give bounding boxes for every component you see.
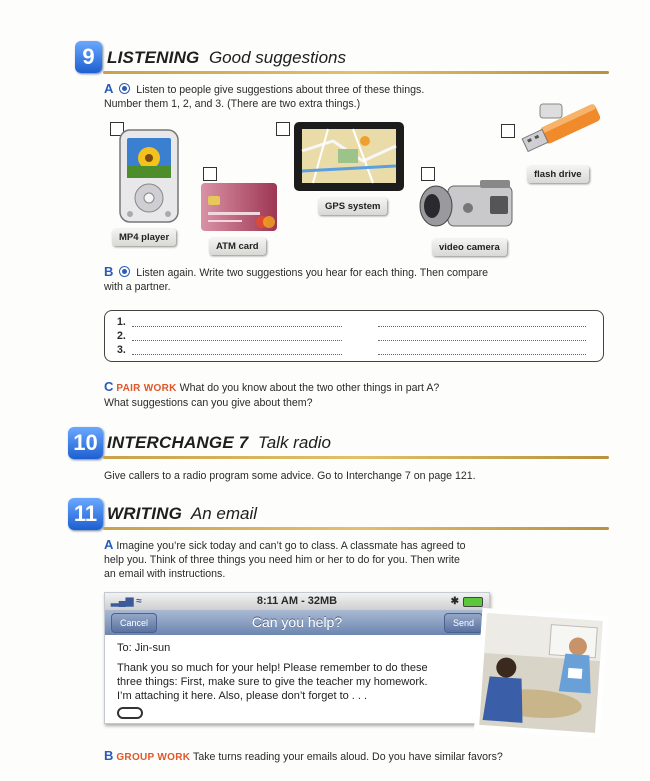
audio-cd-icon	[119, 266, 130, 277]
section-title-bold: INTERCHANGE 7	[107, 433, 249, 452]
instruction-text: Imagine you’re sick today and can’t go to class. A classmate has agreed to	[116, 540, 466, 552]
mp4-player-label: MP4 player	[112, 229, 176, 246]
video-camera-image	[418, 178, 522, 234]
atm-card-checkbox[interactable]	[203, 167, 217, 181]
battery-icon	[463, 597, 483, 607]
instruction-text: What do you know about the two other things in part A?	[179, 382, 440, 394]
section-title	[107, 433, 331, 453]
classroom-photo	[474, 608, 608, 738]
cancel-button[interactable]: Cancel	[111, 613, 157, 633]
instruction-text: Listen to people give suggestions about three of these things.	[136, 84, 425, 96]
email-body-line: three things: First, make sure to give the teacher my homework.	[117, 676, 428, 688]
section-title-bold: LISTENING	[107, 48, 200, 67]
status-time: 8:11 AM - 32MB	[256, 595, 338, 607]
instruction-b	[104, 265, 488, 294]
mp4-player-image	[118, 128, 180, 224]
section-number-badge: 10	[68, 427, 103, 459]
send-button[interactable]: Send	[444, 613, 483, 633]
group-work-tag: GROUP WORK	[116, 752, 191, 763]
atm-card-image	[200, 182, 278, 232]
instruction-b	[104, 749, 503, 765]
instruction-text: Take turns reading your emails aloud. Do you have similar favors?	[193, 751, 503, 763]
step-letter: C	[104, 379, 114, 394]
signal-icon: ▂▄▆ ≈	[111, 596, 142, 607]
step-letter: B	[104, 264, 114, 279]
answer-line[interactable]	[378, 354, 586, 355]
answer-line[interactable]	[378, 340, 586, 341]
section-title	[107, 48, 346, 68]
instruction-text: an email with instructions.	[104, 568, 226, 580]
step-letter: A	[104, 81, 114, 96]
section-divider	[103, 456, 609, 459]
section-title-rest: Good suggestions	[208, 48, 346, 67]
instruction-text: Number them 1, 2, and 3. (There are two extra things.)	[104, 98, 361, 110]
email-subject-title: Can you help?	[251, 614, 343, 630]
attachment-icon[interactable]	[117, 707, 143, 719]
section-number-badge: 9	[75, 41, 102, 73]
answer-line[interactable]	[378, 326, 586, 327]
email-body[interactable]	[117, 661, 428, 703]
flash-drive-image	[514, 100, 606, 160]
instruction-a	[104, 82, 424, 111]
audio-cd-icon	[119, 83, 130, 94]
video-camera-label: video camera	[432, 239, 507, 256]
section-title	[107, 504, 257, 524]
step-letter: A	[104, 537, 114, 552]
instruction-text: Listen again. Write two suggestions you hear for each thing. Then compare	[136, 267, 489, 279]
instruction-c	[104, 380, 439, 410]
email-to-field[interactable]: To: Jin-sun	[117, 642, 171, 654]
instruction-text: help you. Think of three things you need him or her to do for you. Then write	[104, 554, 460, 566]
email-body-line: I’m attaching it here. Also, please don’t forget to . . .	[117, 690, 368, 702]
step-letter: B	[104, 748, 114, 763]
section-title-bold: WRITING	[107, 504, 183, 523]
answer-line[interactable]	[132, 354, 342, 355]
atm-card-label: ATM card	[209, 238, 266, 255]
answer-line[interactable]	[132, 340, 342, 341]
gps-system-checkbox[interactable]	[276, 122, 290, 136]
flash-drive-checkbox[interactable]	[501, 124, 515, 138]
gps-system-label: GPS system	[318, 198, 387, 215]
bluetooth-icon: ✱	[450, 596, 459, 607]
pair-work-tag: PAIR WORK	[116, 383, 177, 394]
line-number: 1.	[117, 316, 126, 328]
flash-drive-label: flash drive	[527, 166, 589, 183]
section-number-badge: 11	[68, 498, 103, 530]
answer-line[interactable]	[132, 326, 342, 327]
line-number: 3.	[117, 344, 126, 356]
section-divider	[103, 527, 609, 530]
instruction-a	[104, 538, 466, 581]
section-title-rest: Talk radio	[257, 433, 331, 452]
section-divider	[103, 71, 609, 74]
email-phone-screen	[104, 592, 490, 724]
status-bar	[105, 593, 489, 610]
line-number: 2.	[117, 330, 126, 342]
email-body-line: Thank you so much for your help! Please remember to do these	[117, 662, 428, 674]
gps-system-image	[293, 121, 405, 192]
instruction-text: What suggestions can you give about them?	[104, 397, 313, 409]
email-nav-bar	[105, 610, 489, 635]
instruction-text: with a partner.	[104, 281, 171, 293]
interchange-instruction: Give callers to a radio program some advice. Go to Interchange 7 on page 121.	[104, 470, 476, 482]
section-title-rest: An email	[190, 504, 258, 523]
